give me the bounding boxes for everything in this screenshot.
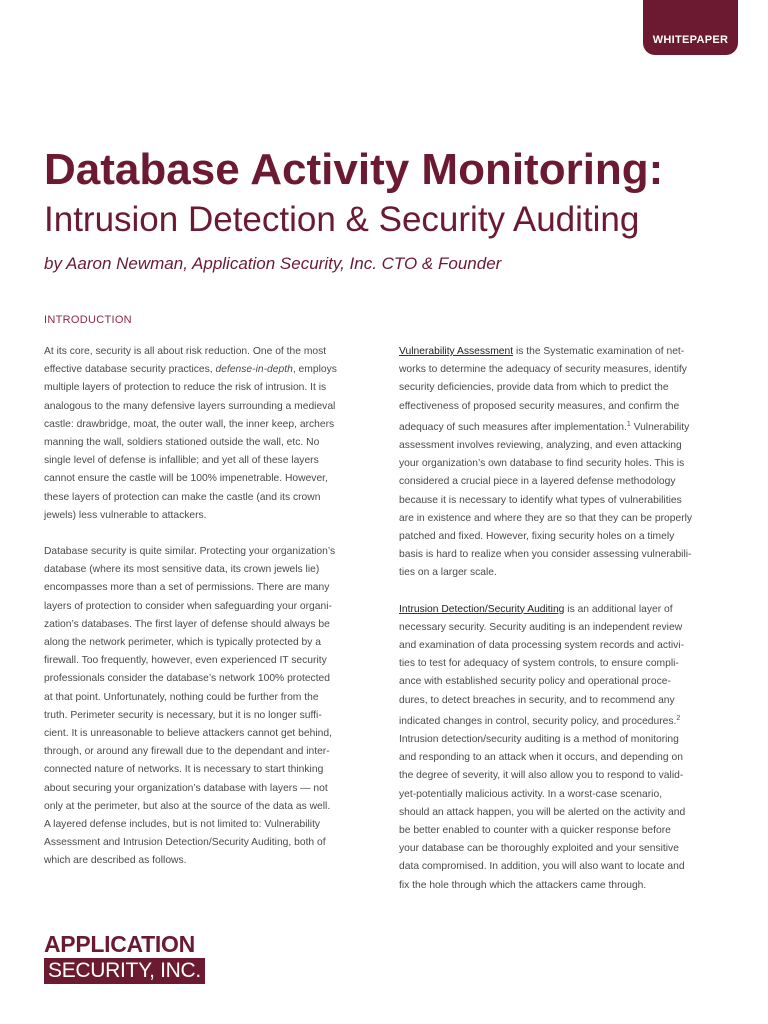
text-line: manning the wall, soldiers stationed outside the wall, etc. No [44,437,320,449]
text-line: necessary security. Security auditing is an independent review [399,621,683,633]
footnote-marker: 2 [676,714,681,722]
term-vulnerability-assessment: Vulnerability Assessment [399,346,514,357]
text-line: about securing your organization’s database with layers — not [44,782,328,794]
text-line: adequacy of such measures after implementation.$^1$ Vulnerability [399,420,690,433]
paragraph-intrusion-detection [399,601,727,895]
text-line: your organization’s own database to find security holes. This is [399,458,685,470]
document-subtitle: Intrusion Detection & Security Auditing [44,200,640,239]
text-line: data compromised. In addition, you will also want to locate and [399,861,685,873]
text-line: Intrusion Detection/Security Auditing is an additional layer of [399,603,673,615]
text-line: jewels) less vulnerable to attackers. [44,509,207,521]
paragraph-vulnerability-assessment [399,343,727,583]
text-line: truth. Perimeter security is necessary, but it is no longer suffi- [44,709,322,721]
text-line: assessment involves reviewing, analyzing, and even attacking [399,440,682,452]
text-line: ties to test for adequacy of system controls, to ensure compli- [399,658,679,670]
text-line: Assessment and Intrusion Detection/Security Auditing, both of [44,837,326,849]
left-column [44,343,372,871]
text-line: and responding to an attack when it occurs, and depending on [399,752,683,764]
text-line: at that point. Unfortunately, nothing could be further from the [44,691,319,703]
text-line: basis is hard to realize when you consider assessing vulnerabili- [399,549,692,561]
text-line: ance with established security policy and operational proce- [399,676,671,688]
text-line: patched and fixed. However, fixing security holes on a timely [399,531,675,543]
text-line: Intrusion detection/security auditing is a method of monitoring [399,734,679,746]
text-line: dures, to detect breaches in security, and to recommend any [399,694,675,706]
text-line: Vulnerability Assessment is the Systematic examination of net- [399,346,685,357]
emphasis-defense-in-depth: defense-in-depth [215,364,293,376]
text-line: At its core, security is all about risk reduction. One of the most [44,346,327,357]
text-line: analogous to the many defensive layers surrounding a medieval [44,400,336,412]
logo-wordmark-application: APPLICATION [44,931,195,957]
text-line: layers of protection to consider when safeguarding your organi- [44,600,332,612]
right-column [399,343,727,895]
text-line: cannot ensure the castle will be 100% impenetrable. However, [44,473,328,485]
text-line: fix the hole through which the attackers came through. [399,879,647,891]
footnote-marker: 1 [626,420,631,428]
paragraph-database-security [44,543,372,871]
text-line: connected nature of networks. It is necessary to start thinking [44,764,324,776]
text-line: indicated changes in control, security policy, and procedures.$^2$ [399,714,681,727]
text-line: multiple layers of protection to reduce the risk of intrusion. It is [44,382,327,394]
text-line: ties on a larger scale. [399,567,497,579]
text-line: should an attack happen, you will be alerted on the activity and [399,806,686,818]
text-line: castle: drawbridge, moat, the outer wall, the inner keep, archers [44,418,335,430]
document-title: Database Activity Monitoring: [44,145,664,194]
text-line: the degree of severity, it will also allow you to respond to valid- [399,770,684,782]
text-line: only at the perimeter, but also at the source of the data as well. [44,800,331,812]
text-line: which are described as follows. [44,855,187,867]
text-line: through, or around any firewall due to the dependant and inter- [44,746,330,758]
text-line: A layered defense includes, but is not limited to: Vulnerability [44,819,321,831]
text-line: your database can be thoroughly exploited and your sensitive [399,843,679,855]
section-heading-introduction: INTRODUCTION [44,314,132,326]
text-line: effective database security practices, defense-in-depth, employs [44,364,337,376]
term-intrusion-detection: Intrusion Detection/Security Auditing [399,603,565,615]
text-line: and examination of data processing system records and activi- [399,640,685,652]
text-line: these layers of protection can make the castle (and its crown [44,491,321,503]
text-line: works to determine the adequacy of security measures, identify [399,364,687,376]
author-byline: by Aaron Newman, Application Security, Inc. CTO & Founder [44,254,502,273]
text-line: security deficiencies, provide data from which to predict the [399,382,669,394]
logo-wordmark-security-inc: SECURITY, INC. [44,958,205,984]
text-line: zation’s databases. The first layer of defense should always be [44,618,330,630]
text-line: are in existence and where they are so that they can be properly [399,512,693,524]
text-line: professionals consider the database’s network 100% protected [44,673,331,685]
text-line: Database security is quite similar. Protecting your organization’s [44,546,336,558]
text-line: be better enabled to counter with a quicker response before [399,825,671,837]
text-line: because it is necessary to identify what types of vulnerabilities [399,494,682,506]
whitepaper-badge: WHITEPAPER [643,0,738,55]
text-line: single level of defense is infallible; and yet all of these layers [44,455,319,467]
text-line: encompasses more than a set of permissions. There are many [44,582,330,594]
text-line: considered a crucial piece in a layered defense methodology [399,476,676,488]
text-line: along the network perimeter, which is typically protected by a [44,637,322,649]
text-line: firewall. Too frequently, however, even experienced IT security [44,655,327,667]
text-line: database (where its most sensitive data, its crown jewels lie) [44,564,320,576]
text-line: effectiveness of proposed security measures, and confirm the [399,400,680,412]
paragraph-risk-reduction [44,343,372,525]
text-line: yet-potentially malicious activity. In a worst-case scenario, [399,788,663,800]
text-line: cient. It is unreasonable to believe attackers cannot get behind, [44,728,332,740]
company-logo [44,932,205,984]
